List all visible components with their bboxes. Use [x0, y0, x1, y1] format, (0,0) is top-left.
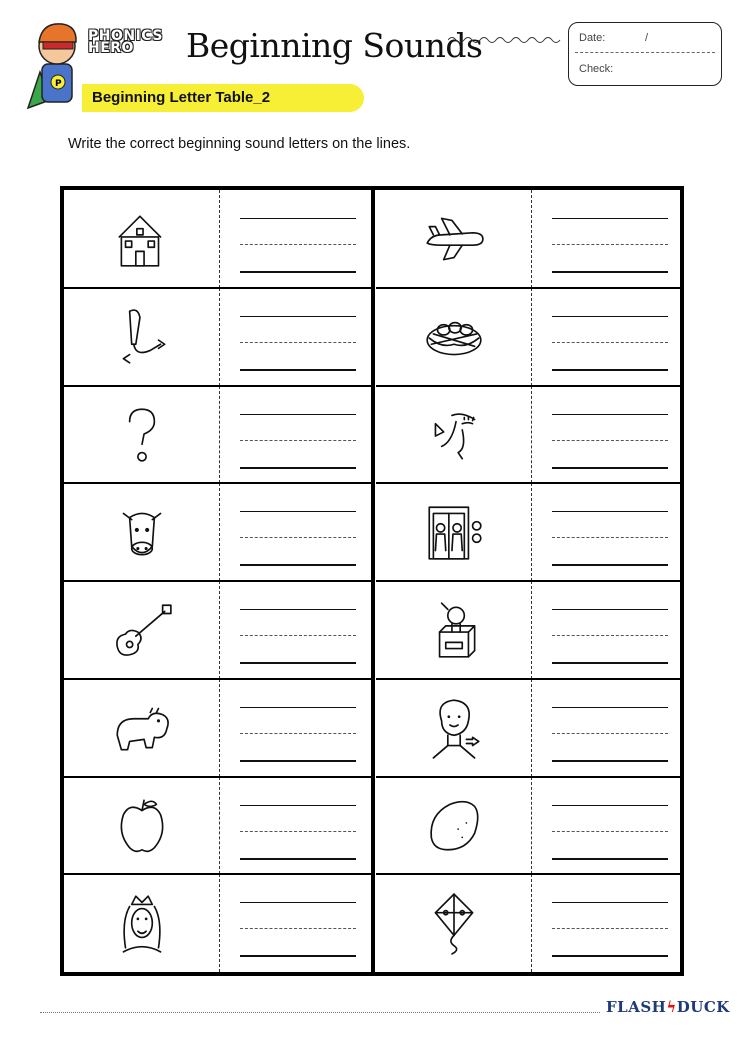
lightning-icon: ϟ	[666, 998, 677, 1016]
apple-icon	[109, 792, 175, 858]
row-divider	[64, 287, 372, 289]
writing-line	[552, 858, 668, 860]
lemon-icon	[421, 792, 487, 858]
dashed-guide-line	[552, 342, 668, 343]
writing-line	[552, 414, 668, 415]
row-divider	[376, 580, 684, 582]
row-divider	[64, 385, 372, 387]
left-row	[64, 386, 372, 484]
picture-cell	[64, 288, 219, 385]
cell-divider	[531, 190, 532, 288]
writing-line	[240, 218, 356, 219]
left-row	[64, 190, 372, 288]
cell-divider	[219, 386, 220, 484]
right-row	[376, 581, 684, 679]
right-row	[376, 679, 684, 777]
right-row	[376, 874, 684, 972]
writing-line	[240, 467, 356, 469]
jack-in-the-box-icon	[421, 597, 487, 663]
writing-line	[240, 955, 356, 957]
writing-line	[552, 609, 668, 610]
writing-line	[240, 858, 356, 860]
writing-line	[240, 369, 356, 371]
cell-divider	[219, 288, 220, 386]
date-label: Date:	[579, 32, 606, 44]
eyebrow-icon	[421, 401, 487, 467]
kite-icon	[421, 890, 487, 956]
brand-logo	[88, 30, 163, 54]
dashed-guide-line	[552, 831, 668, 832]
dashed-guide-line	[552, 537, 668, 538]
left-row	[64, 581, 372, 679]
writing-line	[240, 902, 356, 903]
picture-cell	[376, 581, 531, 678]
writing-line	[552, 902, 668, 903]
right-column	[376, 190, 684, 972]
left-column	[64, 190, 372, 972]
writing-line	[552, 662, 668, 664]
cell-divider	[219, 190, 220, 288]
right-row	[376, 190, 684, 288]
cell-divider	[219, 874, 220, 972]
neck-icon	[421, 694, 487, 760]
picture-cell	[64, 190, 219, 287]
cell-divider	[219, 581, 220, 679]
svg-text:P: P	[55, 79, 62, 89]
hippo-icon	[109, 694, 175, 760]
cell-divider	[531, 581, 532, 679]
picture-cell	[376, 190, 531, 287]
writing-line	[240, 564, 356, 566]
writing-line	[552, 511, 668, 512]
cell-divider	[531, 288, 532, 386]
picture-cell	[376, 386, 531, 483]
brand-line2: HERO	[88, 40, 134, 56]
writing-line	[552, 218, 668, 219]
picture-cell	[376, 483, 531, 580]
question-mark-icon	[109, 401, 175, 467]
dashed-guide-line	[552, 928, 668, 929]
dashed-guide-line	[240, 537, 356, 538]
dashed-guide-line	[552, 733, 668, 734]
writing-line	[552, 369, 668, 371]
cow-icon	[109, 499, 175, 565]
writing-line	[552, 760, 668, 762]
picture-cell	[64, 581, 219, 678]
picture-cell	[64, 874, 219, 971]
check-label: Check:	[579, 63, 614, 75]
worksheet-subtitle: Beginning Letter Table_2	[92, 89, 271, 106]
cell-divider	[219, 483, 220, 581]
cell-divider	[531, 679, 532, 777]
picture-cell	[64, 679, 219, 776]
page-title: Beginning Sounds	[186, 26, 483, 65]
row-divider	[64, 873, 372, 875]
elevator-icon	[421, 499, 487, 565]
dashed-guide-line	[240, 342, 356, 343]
dashed-guide-line	[240, 244, 356, 245]
writing-line	[552, 805, 668, 806]
row-divider	[64, 482, 372, 484]
writing-line	[552, 955, 668, 957]
footer-brand-part2: DUCK	[676, 998, 730, 1016]
row-divider	[376, 287, 684, 289]
beginning-letter-table	[60, 186, 684, 976]
right-row	[376, 483, 684, 581]
left-row	[64, 483, 372, 581]
cell-divider	[531, 874, 532, 972]
writing-line	[240, 707, 356, 708]
writing-line	[240, 316, 356, 317]
right-row	[376, 777, 684, 875]
elbow-arm-icon	[109, 303, 175, 369]
picture-cell	[64, 386, 219, 483]
writing-line	[552, 316, 668, 317]
date-check-box	[568, 22, 722, 86]
cell-divider	[531, 483, 532, 581]
right-row	[376, 288, 684, 386]
row-divider	[64, 776, 372, 778]
row-divider	[376, 776, 684, 778]
left-row	[64, 874, 372, 972]
writing-line	[240, 662, 356, 664]
writing-line	[240, 805, 356, 806]
dashed-guide-line	[552, 244, 668, 245]
dashed-guide-line	[552, 440, 668, 441]
row-divider	[64, 580, 372, 582]
left-row	[64, 679, 372, 777]
flashduck-logo	[606, 998, 730, 1016]
writing-line	[552, 271, 668, 273]
dashed-guide-line	[240, 440, 356, 441]
picture-cell	[64, 483, 219, 580]
writing-line	[240, 609, 356, 610]
instruction-text: Write the correct beginning sound letters on the lines.	[68, 136, 411, 152]
row-divider	[376, 678, 684, 680]
writing-line	[240, 271, 356, 273]
writing-line	[552, 564, 668, 566]
guitar-icon	[109, 597, 175, 663]
writing-line	[240, 414, 356, 415]
row-divider	[376, 385, 684, 387]
brand-line1: PHONICS	[88, 28, 163, 44]
picture-cell	[64, 777, 219, 874]
writing-line	[552, 707, 668, 708]
writing-line	[240, 511, 356, 512]
row-divider	[64, 678, 372, 680]
footer-line	[40, 1012, 600, 1013]
cell-divider	[219, 777, 220, 875]
cell-divider	[531, 777, 532, 875]
date-divider	[575, 52, 715, 53]
airplane-icon	[421, 206, 487, 272]
row-divider	[376, 873, 684, 875]
picture-cell	[376, 777, 531, 874]
picture-cell	[376, 288, 531, 385]
date-separator: /	[645, 32, 649, 44]
cell-divider	[531, 386, 532, 484]
right-row	[376, 386, 684, 484]
picture-cell	[376, 679, 531, 776]
house-icon	[109, 206, 175, 272]
wave-divider	[448, 34, 564, 46]
dashed-guide-line	[240, 831, 356, 832]
writing-line	[552, 467, 668, 469]
dashed-guide-line	[240, 733, 356, 734]
dashed-guide-line	[552, 635, 668, 636]
left-row	[64, 777, 372, 875]
column-divider	[371, 190, 375, 972]
dashed-guide-line	[240, 635, 356, 636]
cell-divider	[219, 679, 220, 777]
queen-icon	[109, 890, 175, 956]
writing-line	[240, 760, 356, 762]
left-row	[64, 288, 372, 386]
dashed-guide-line	[240, 928, 356, 929]
footer-brand-part1: FLASH	[606, 998, 667, 1016]
row-divider	[376, 482, 684, 484]
picture-cell	[376, 874, 531, 971]
nest-icon	[421, 303, 487, 369]
